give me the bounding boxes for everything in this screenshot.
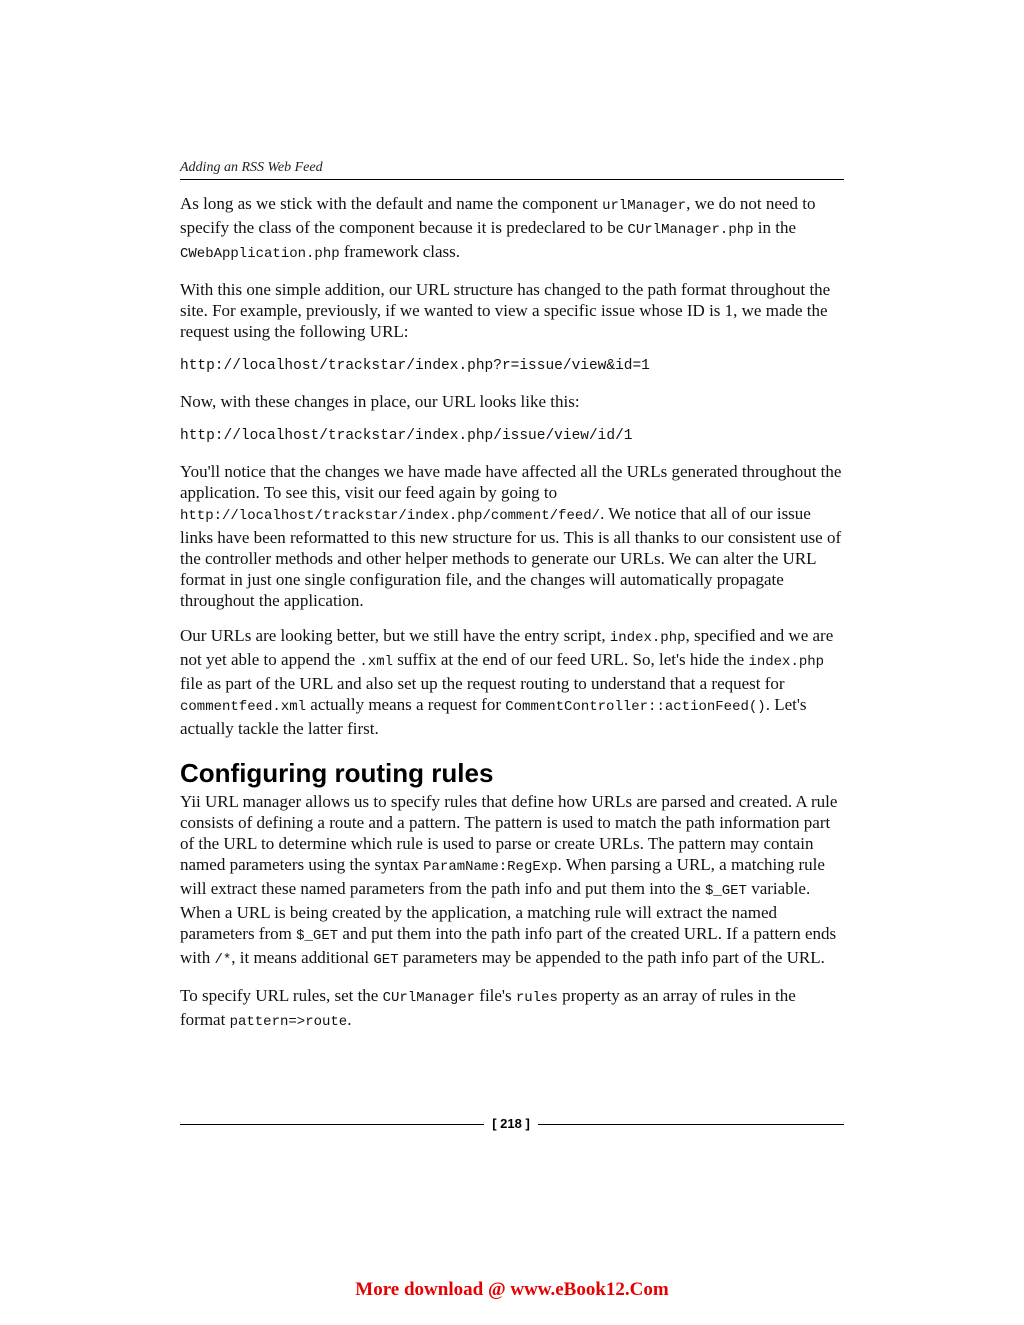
running-header: Adding an RSS Web Feed [180,158,844,180]
paragraph-url-structure: With this one simple addition, our URL structure has changed to the path format throughout the site. For example, previously, if we wanted to view a specific issue whose ID is 1, we made the request using the following URL: [180,280,831,341]
paragraph-url-manager-rules: Yii URL manager allows us to specify rules that define how URLs are parsed and created. A rule consists of defining a route and a pattern. The pattern is used to match the path information part of the URL to determine which rule is used to parse or create URLs. The pattern may contain named parameters using the syntax ParamName:RegExp. When parsing a URL, a matching rule will extract these named parameters from the path info and put them into the $_GET variable. When a URL is being created by the application, a matching rule will extract the named parameters from $_GET and put them into the path info part of the created URL. If a pattern ends with /*, it means additional GET parameters may be appended to the path info part of the URL. [180,792,838,968]
inline-code: ParamName:RegExp [423,859,558,875]
footer-rule-right [538,1124,844,1125]
paragraph-entry-script: Our URLs are looking better, but we still have the entry script, index.php, specified and we are not yet able to append the .xml suffix at the end of our feed URL. So, let's hide the index.php file as part of the URL and also set up the request routing to understand that a request for commentfeed.xml actually means a request for CommentController::actionFeed(). Let's actually tackle the latter first. [180,626,834,738]
inline-code: GET [373,952,399,968]
inline-code: CWebApplication.php [180,246,340,262]
paragraph-now-url: Now, with these changes in place, our URL looks like this: [180,392,580,411]
inline-code: CUrlManager [382,990,476,1006]
inline-code: rules [515,990,558,1006]
paragraph-component-default: As long as we stick with the default and name the component urlManager, we do not need to specify the class of the component because it is predeclared to be CUrlManager.php in the CWebApplication.php framework class. [180,194,816,262]
inline-code: index.php [748,654,825,670]
inline-code: CUrlManager.php [627,222,754,238]
inline-code: /* [214,952,232,968]
inline-code: pattern=>route [229,1014,348,1030]
inline-code: CommentController::actionFeed() [505,699,766,715]
inline-code: index.php [609,630,686,646]
section-heading: Configuring routing rules [180,758,494,788]
inline-code: $_GET [296,928,339,944]
body-text [180,193,844,1033]
code-new-url: http://localhost/trackstar/index.php/issue/view/id/1 [180,428,633,444]
paragraph-urls-affected: You'll notice that the changes we have made have affected all the URLs generated throughout the application. To see this, visit our feed again by going to http://localhost/trackstar/index.php/comment/feed/. We notice that all of our issue links have been reformatted to this new structure for us. This is all thanks to our consistent use of the controller methods and other helper methods to generate our URLs. We can alter the URL format in just one single configuration file, and the changes will automatically propagate throughout the application. [180,462,842,610]
inline-code: commentfeed.xml [180,699,307,715]
page-number: [ 218 ] [492,1116,530,1131]
inline-code-feed-url: http://localhost/trackstar/index.php/comment/feed/ [180,508,601,524]
inline-code: urlManager [602,198,687,214]
download-banner[interactable]: More download @ www.eBook12.Com [355,1279,669,1300]
footer-rule-left [180,1124,484,1125]
code-old-url: http://localhost/trackstar/index.php?r=issue/view&id=1 [180,358,650,374]
paragraph-specify-rules: To specify URL rules, set the CUrlManager file's rules property as an array of rules in the format pattern=>route. [180,986,796,1030]
inline-code: .xml [359,654,393,670]
inline-code: $_GET [704,883,747,899]
